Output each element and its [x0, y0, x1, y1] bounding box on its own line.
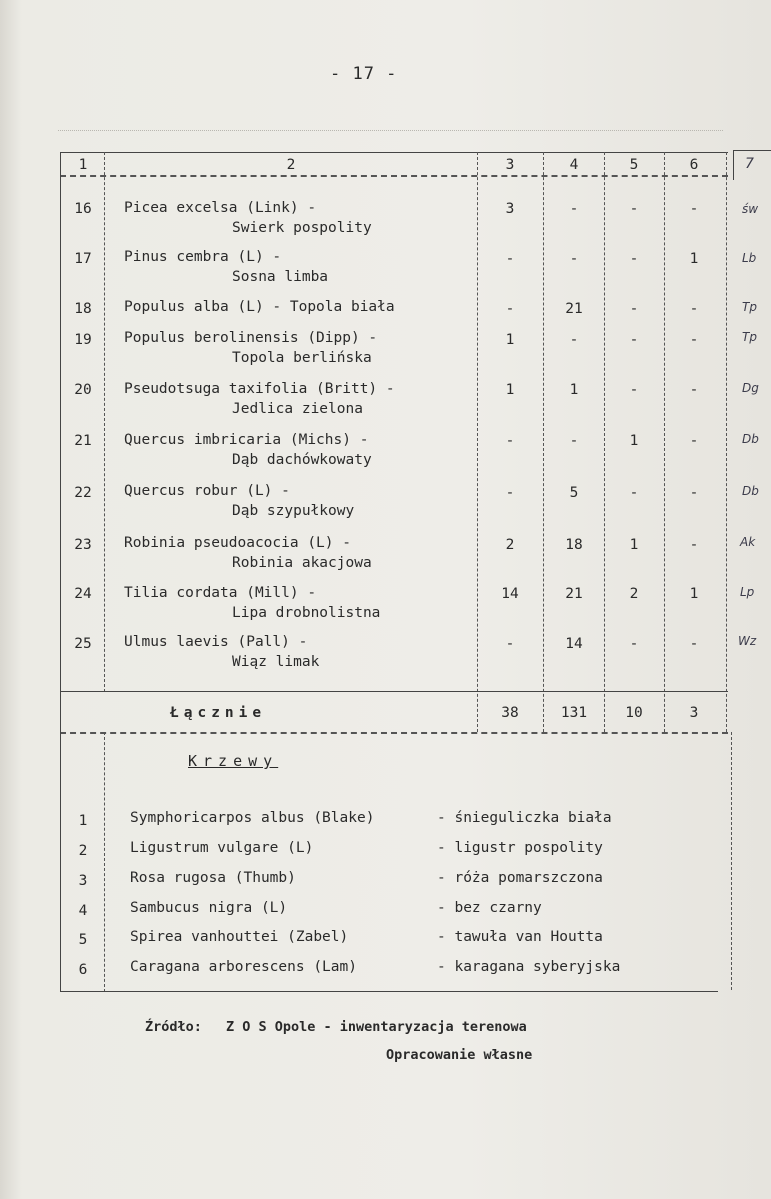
- row-number: 22: [74, 485, 92, 501]
- col3-value: -: [505, 485, 515, 501]
- totals-top-border: [60, 691, 728, 692]
- row-number: 25: [74, 636, 92, 652]
- source-label: Źródło:: [145, 1019, 202, 1035]
- row-number: 17: [74, 251, 92, 267]
- row-number: 20: [74, 382, 92, 398]
- handwritten-code: Wz: [738, 634, 757, 648]
- col5-value: 2: [629, 586, 639, 602]
- col3-value: 2: [505, 537, 515, 553]
- species-polish: - róża pomarszczona: [437, 870, 603, 886]
- row-number: 5: [78, 932, 88, 948]
- species-polish: Topola berlińska: [232, 350, 372, 366]
- col6-value: -: [689, 433, 699, 449]
- species-polish: - karagana syberyjska: [437, 959, 621, 975]
- species-polish: Dąb szypułkowy: [232, 503, 355, 519]
- table-top-border: [60, 152, 728, 153]
- col6-value: -: [689, 636, 699, 652]
- source-note: Opracowanie własne: [386, 1047, 533, 1063]
- species-latin: Quercus imbricaria (Michs) -: [124, 432, 369, 448]
- col4-value: 1: [569, 382, 579, 398]
- row-number: 19: [74, 332, 92, 348]
- source-text: Z O S Opole - inwentaryzacja terenowa: [226, 1019, 527, 1035]
- species-polish: Robinia akacjowa: [232, 555, 372, 571]
- col-line-1: [104, 152, 105, 692]
- col3-value: 1: [505, 332, 515, 348]
- col4-value: 21: [565, 301, 583, 317]
- col4-value: -: [569, 251, 579, 267]
- row-number: 18: [74, 301, 92, 317]
- shrubs-right-border: [731, 732, 732, 990]
- col4-value: -: [569, 201, 579, 217]
- species-latin: Rosa rugosa (Thumb): [130, 870, 296, 886]
- col-line-6: [726, 152, 727, 732]
- col5-value: -: [629, 301, 639, 317]
- row-number: 3: [78, 873, 88, 889]
- header-col-1: 1: [78, 157, 88, 173]
- header-col-4: 4: [569, 157, 579, 173]
- col3-value: 1: [505, 382, 515, 398]
- col4-value: 18: [565, 537, 583, 553]
- col5-value: -: [629, 485, 639, 501]
- header-col-7: 7: [745, 156, 754, 172]
- handwritten-code: Db: [742, 484, 759, 498]
- col5-value: -: [629, 636, 639, 652]
- col6-value: -: [689, 485, 699, 501]
- col6-value: -: [689, 382, 699, 398]
- col6-value: -: [689, 201, 699, 217]
- species-polish: Sosna limba: [232, 269, 329, 285]
- col5-value: -: [629, 382, 639, 398]
- species-latin: Ulmus laevis (Pall) -: [124, 634, 308, 650]
- totals-bottom-border: [60, 732, 728, 734]
- col5-value: -: [629, 201, 639, 217]
- col6-value: -: [689, 301, 699, 317]
- header-col-3: 3: [505, 157, 515, 173]
- species-latin: Sambucus nigra (L): [130, 900, 288, 916]
- col4-value: 5: [569, 485, 579, 501]
- species-polish: Jedlica zielona: [232, 401, 363, 417]
- species-polish: Wiąz limak: [232, 654, 320, 670]
- species-latin: Symphoricarpos albus (Blake): [130, 810, 375, 826]
- species-latin: Caragana arborescens (Lam): [130, 959, 357, 975]
- handwritten-code: Tp: [742, 300, 757, 314]
- handwritten-code: Lb: [742, 251, 757, 265]
- col6-value: 1: [689, 586, 699, 602]
- col7-top-border: [733, 150, 771, 151]
- col6-value: 1: [689, 251, 699, 267]
- row-number: 2: [78, 843, 88, 859]
- header-separator: [60, 175, 728, 177]
- species-latin: Spirea vanhouttei (Zabel): [130, 929, 349, 945]
- row-number: 6: [78, 962, 88, 978]
- species-latin: Pinus cembra (L) -: [124, 249, 282, 265]
- col4-value: 14: [565, 636, 583, 652]
- col3-value: -: [505, 636, 515, 652]
- handwritten-code: Tp: [742, 330, 757, 344]
- row-number: 4: [78, 903, 88, 919]
- species-latin: Quercus robur (L) -: [124, 483, 290, 499]
- row-number: 23: [74, 537, 92, 553]
- col3-value: 14: [501, 586, 519, 602]
- table-bottom-border: [60, 991, 718, 992]
- species-polish: - ligustr pospolity: [437, 840, 603, 856]
- col-line-3: [543, 152, 544, 732]
- species-polish: Swierk pospolity: [232, 220, 372, 236]
- species-latin: Robinia pseudoacocia (L) -: [124, 535, 351, 551]
- col3-value: -: [505, 301, 515, 317]
- species-latin: Populus alba (L) - Topola biała: [124, 299, 395, 315]
- dotted-divider: [58, 130, 723, 131]
- row-number: 1: [78, 813, 88, 829]
- handwritten-code: Dg: [742, 381, 759, 395]
- totals-label: Łącznie: [170, 705, 267, 721]
- shrubs-col-line: [104, 732, 105, 992]
- total-col6: 3: [689, 705, 699, 721]
- species-polish: Dąb dachówkowaty: [232, 452, 372, 468]
- col-line-left: [60, 152, 61, 692]
- species-polish: - śnieguliczka biała: [437, 810, 612, 826]
- row-number: 16: [74, 201, 92, 217]
- col3-value: -: [505, 251, 515, 267]
- row-number: 21: [74, 433, 92, 449]
- col-line-7: [733, 150, 734, 180]
- species-polish: - bez czarny: [437, 900, 542, 916]
- species-latin: Ligustrum vulgare (L): [130, 840, 314, 856]
- col3-value: 3: [505, 201, 515, 217]
- handwritten-code: św: [742, 202, 759, 216]
- section-heading: Krzewy: [188, 752, 279, 770]
- col4-value: 21: [565, 586, 583, 602]
- header-col-6: 6: [689, 157, 699, 173]
- species-polish: - tawuła van Houtta: [437, 929, 603, 945]
- row-number: 24: [74, 586, 92, 602]
- col6-value: -: [689, 537, 699, 553]
- col5-value: -: [629, 332, 639, 348]
- col3-value: -: [505, 433, 515, 449]
- handwritten-code: Db: [742, 432, 759, 446]
- header-col-5: 5: [629, 157, 639, 173]
- col5-value: 1: [629, 537, 639, 553]
- page-number: - 17 -: [330, 64, 398, 84]
- handwritten-code: Lp: [740, 585, 755, 599]
- handwritten-code: Ak: [740, 535, 756, 549]
- col4-value: -: [569, 433, 579, 449]
- species-latin: Picea excelsa (Link) -: [124, 200, 317, 216]
- species-latin: Populus berolinensis (Dipp) -: [124, 330, 378, 346]
- species-polish: Lipa drobnolistna: [232, 605, 381, 621]
- col5-value: -: [629, 251, 639, 267]
- total-col3: 38: [501, 705, 519, 721]
- total-col4: 131: [560, 705, 588, 721]
- header-col-2: 2: [286, 157, 296, 173]
- species-latin: Pseudotsuga taxifolia (Britt) -: [124, 381, 395, 397]
- species-latin: Tilia cordata (Mill) -: [124, 585, 317, 601]
- total-col5: 10: [625, 705, 643, 721]
- col4-value: -: [569, 332, 579, 348]
- shrubs-left-border: [60, 692, 61, 992]
- col6-value: -: [689, 332, 699, 348]
- col5-value: 1: [629, 433, 639, 449]
